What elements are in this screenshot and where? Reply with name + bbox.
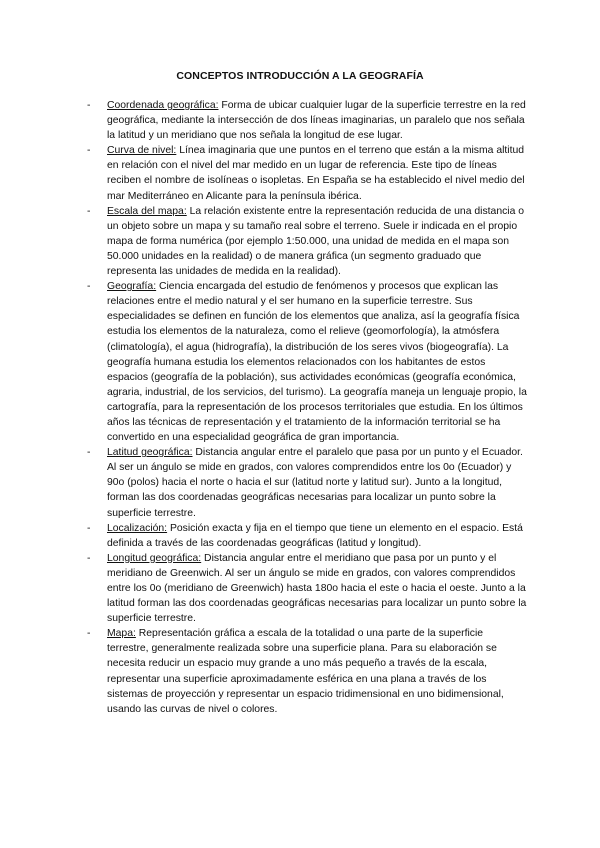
definition-geografia [87,279,527,445]
definition-curva-de-nivel [87,143,527,203]
bullet-dash: - [87,205,91,217]
definition-text: Línea imaginaria que une puntos en el terreno que están a la misma altitud en relación con el nivel del mar medido en un lugar de referencia. Este tipo de líneas reciben el nombre de isolíneas o isopletas. En España se ha establecido el nivel medio del mar Mediterráneo en Alicante para la península ibérica. [107,145,525,202]
definition-term: Curva de nivel: [107,145,177,157]
document-title: CONCEPTOS INTRODUCCIÓN A LA GEOGRAFÍA [176,70,424,82]
definition-text: Ciencia encargada del estudio de fenómenos y procesos que explican las relaciones entre el medio natural y el ser humano en la superficie terrestre. Sus especialidades se definen en función de los elementos que analiza, así la geografía física estudia los elementos de la naturaleza, como el relieve (geomorfología), la atmósfera (climatología), el agua (hidrografía), la distribución de los seres vivos (biogeografía). La geografía humana estudia los elementos relacionados con los habitantes de estos espacios (geografía de la población), sus actividades económicas (geografía económica, agraria, industrial, de los servicios, del turismo). La geografía maneja un lenguaje propio, la cartografía, para la representación de los procesos territoriales que estudia. En los últimos años las técnicas de representación y el tratamiento de la información territorial se ha convertido en una especialidad geográfica de gran importancia. [107,281,527,444]
definition-text: Posición exacta y fija en el tiempo que tiene un elemento en el espacio. Está definida a través de las coordenadas geográficas (latitud y longitud). [107,522,523,549]
definition-text: Distancia angular entre el meridiano que pasa por un punto y el meridiano de Greenwich. Al ser un ángulo se mide en grados, con valores comprendidos entre los 0o (meridiano de Greenwich) hasta 180o hacia el este o hacia el oeste. Junto a la latitud forman las dos coordenadas geográficas necesarias para localizar un punto sobre la superficie terrestre. [107,552,527,625]
definition-term: Latitud geográfica: [107,447,193,459]
definition-localizacion [87,521,527,551]
definition-text: La relación existente entre la representación reducida de una distancia o un objeto sobre un mapa y su tamaño real sobre el terreno. Suele ir indicada en el propio mapa de forma numérica (por ejemplo 1:50.000, una unidad de medida en el mapa son 50.000 unidades en la realidad) o de manera gráfica (un segmento graduado que representa las unidades de medida en la realidad). [107,205,525,278]
bullet-dash: - [87,100,91,111]
definition-term: Escala del mapa: [107,205,187,217]
bullet-dash: - [87,281,91,293]
definition-mapa [87,626,527,717]
bullet-dash: - [87,447,91,459]
definition-term: Longitud geográfica: [107,552,202,564]
definition-list [87,98,527,717]
bullet-dash: - [87,552,91,564]
definition-term: Geografía: [107,281,157,293]
definition-text: Representación gráfica a escala de la totalidad o una parte de la superficie terrestre, generalmente realizada sobre una superficie plana. Para su elaboración se necesita reducir un espacio muy grande a uno más pequeño a través de la escala, representar una superficie aproximadamente esférica en una plana a través de los sistemas de proyección y representar un espacio tridimensional en uno bidimensional, usando las curvas de nivel o colores. [107,628,504,715]
bullet-dash: - [87,628,91,640]
definition-text: Forma de ubicar cualquier lugar de la superficie terrestre en la red geográfica, mediante la intersección de dos líneas imaginarias, un paralelo que nos señala la latitud y un meridiano que nos señala la longitud de ese lugar. [107,100,526,142]
definition-text: Distancia angular entre el paralelo que pasa por un punto y el Ecuador. Al ser un ángulo se mide en grados, con valores comprendidos entre los 0o (Ecuador) y 90o (polos) hacia el norte o hacia el sur (latitud norte y latitud sur). Junto a la longitud, forman las dos coordenadas geográficas necesarias para localizar un punto sobre la superficie terrestre. [107,447,523,519]
bullet-dash: - [87,522,91,534]
definition-longitud-geografica [87,551,527,626]
definition-term: Localización: [107,522,168,534]
definition-escala-del-mapa [87,204,527,279]
definition-term: Coordenada geográfica: [107,100,219,111]
definition-coordenada-geografica [87,98,527,143]
definition-term: Mapa: [107,628,136,640]
definition-latitud-geografica [87,445,527,520]
bullet-dash: - [87,145,91,157]
